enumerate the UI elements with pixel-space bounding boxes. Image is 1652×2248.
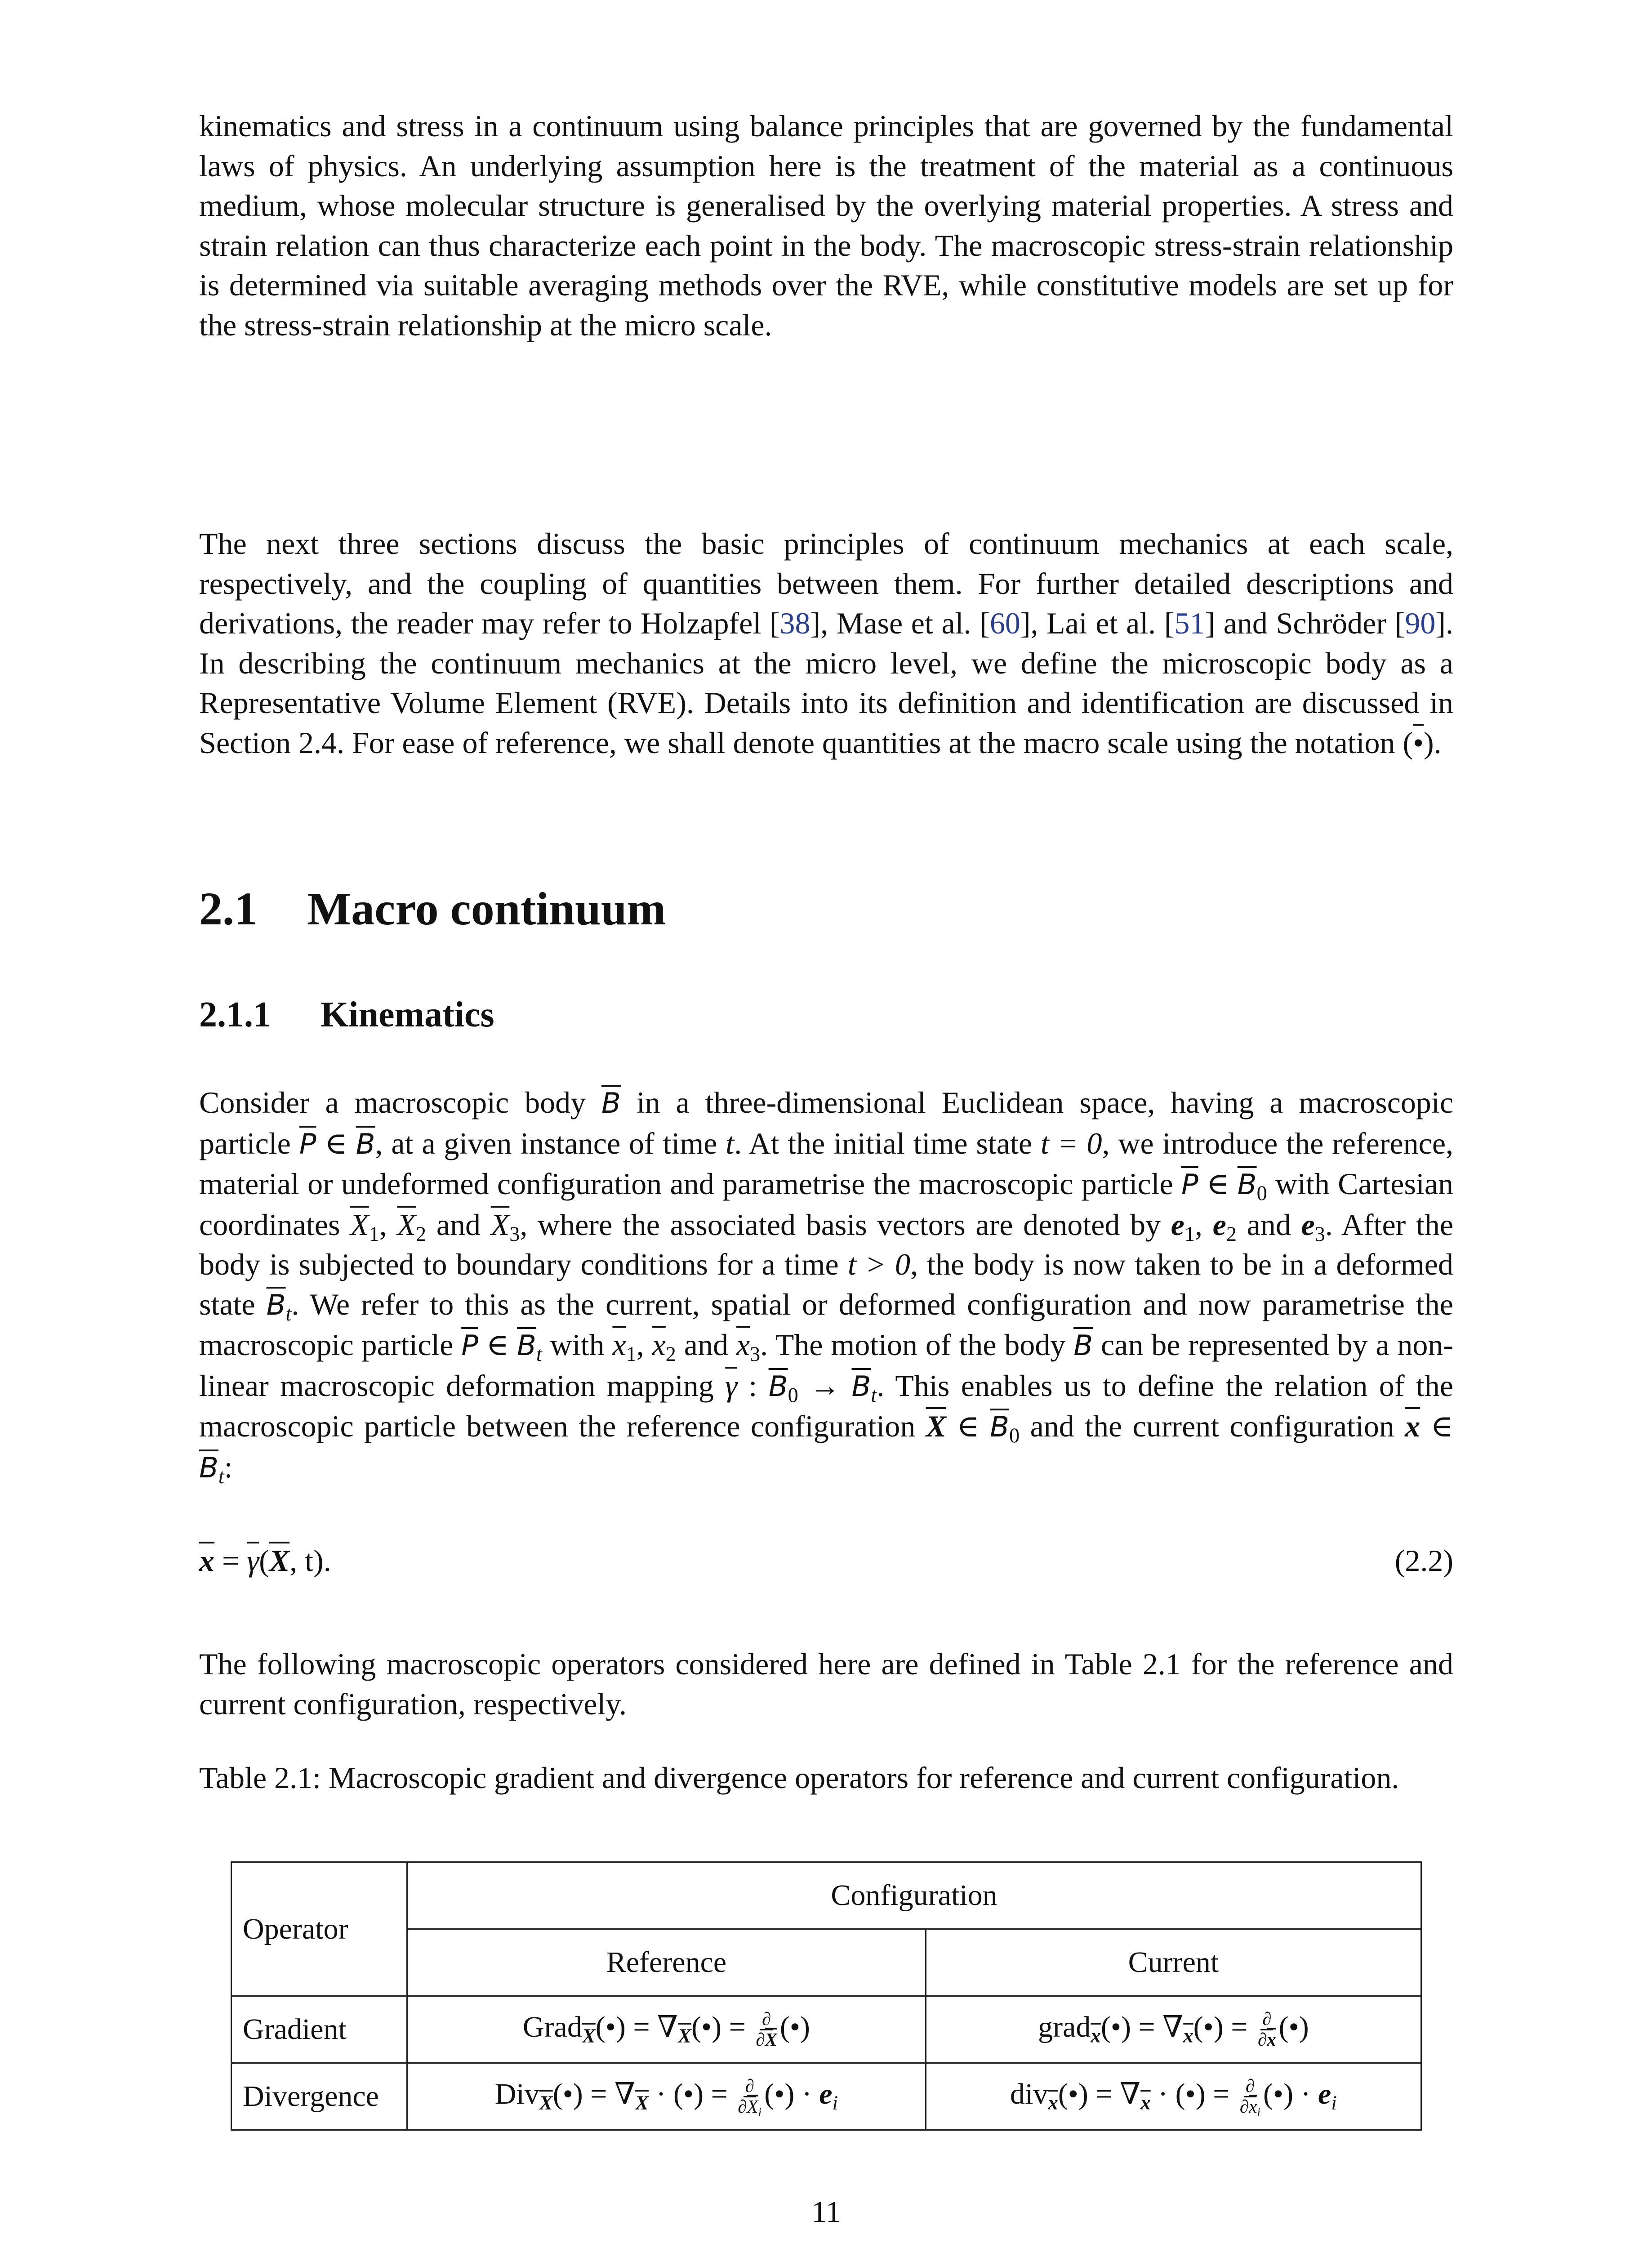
citation-link[interactable]: 51 [1174,606,1205,640]
header-reference: Reference [407,1929,926,1996]
cell-div-reference: Div$_{\overline{X}}$(•) = $\nabla_{\overline{X}}$ · (•) = $\frac{\partial}{\partial\overline{X}_i}$ (•) · $e_i$ [407,2063,926,2130]
equation-2-2: $\overline{x} = \overline{\gamma}(\overline{X}$, t). (2.2) [199,1543,1453,1578]
equation-number: (2.2) [1394,1543,1453,1578]
operators-table [231,1861,1422,2131]
subsection-heading: 2.1.1 Kinematics [199,995,494,1035]
cell-div-current: div$_{\overline{x}}$(•) = $\nabla_{\overline{x}}$ · (•) = $\frac{\partial}{\partial\overline{x}_i}$ (•) · $e_i$ [926,2063,1421,2130]
row-label-gradient: Gradient [232,1996,407,2063]
page-number: 11 [811,2194,841,2229]
table-caption: Table 2.1: Macroscopic gradient and divergence operators for reference and current configuration. [199,1761,1399,1795]
paragraph-operators: The following macroscopic operators considered here are defined in Table 2.1 for the reference and current configuration, respectively. [199,1647,1453,1721]
cell-grad-current: grad$_{\overline{x}}$(•) = $\nabla_{\overline{x}}(•)$ = $\frac{\partial}{\partial\overline{x}}$ (•) [926,1996,1421,2063]
paragraph-kinematics: Consider a macroscopic body $\overline{B}$ in a three-dimensional Euclidean space, having a macroscopic particle $\overline{P}$ ∈ $\overline{B}$, at a given instance of time t. At the initial time state t = 0, we introduce the reference, material or undeformed configuration and parametrise the macroscopic particle $\overline{P}$ ∈ $\overline{B}_0$ with Cartesian coordinates $\overline{X}_1$, $\overline{X}_2$ and $\overline{X}_3$, where the associated basis vectors are denoted by $e_1$, $e_2$ and $e_3$. After the body is subjected to boundary conditions for a time t > 0, the body is now taken to be in a deformed state $\overline{B}_t$. We refer to this as the current, spatial or deformed configuration and now parametrise the macroscopic particle $\overline{P}$ ∈ $\overline{B}_t$ with $\overline{x}_1$, $\overline{x}_2$ and $\overline{x}_3$. The motion of the body $\overline{B}$ can be represented by a non-linear macroscopic deformation mapping $\overline{\gamma}$ : $\overline{B}_0 \to \overline{B}_t$. This enables us to define the relation of the macroscopic particle between the reference configuration $\overline{X}$ ∈ $\overline{B}_0$ and the current configuration $\overline{x}$ ∈ $\overline{B}_t$: [199,1085,1454,1488]
header-current: Current [926,1929,1421,1996]
section-heading: 2.1 Macro continuum [199,883,666,935]
citation-link[interactable]: 38 [779,606,810,640]
row-label-divergence: Divergence [232,2063,407,2130]
macro-notation-symbol: • [1413,725,1424,760]
paragraph-intro: kinematics and stress in a continuum using balance principles that are governed by the fundamental laws of physics. An underlying assumption here is the treatment of the material as a continuous medium, whose molecular structure is generalised by the overlying material properties. A stress and strain relation can thus characterize each point in the body. The macroscopic stress-strain relationship is determined via suitable averaging methods over the RVE, while constitutive models are set up for the stress-strain relationship at the micro scale. [199,109,1453,342]
header-operator: Operator [232,1862,407,1996]
paragraph-overview: The next three sections discuss the basic principles of continuum mechanics at each scale, respectively, and the coupling of quantities between them. For further detailed descriptions and derivations, the reader may refer to Holzapfel [38], Mase et al. [60], Lai et al. [51] and Schröder [90]. In describing the continuum mechanics at the micro level, we define the microscopic body as a Representative Volume Element (RVE). Details into its definition and identification are discussed in Section 2.4. For ease of reference, we shall denote quantities at the macro scale using the notation (•). [199,526,1453,760]
cell-grad-reference: Grad$_{\overline{X}}$(•) = $\nabla_{\overline{X}}(•)$ = $\frac{\partial}{\partial\overline{X}}$ (•) [407,1996,926,2063]
citation-link[interactable]: 60 [989,606,1020,640]
citation-link[interactable]: 90 [1405,606,1436,640]
header-configuration: Configuration [407,1862,1421,1929]
